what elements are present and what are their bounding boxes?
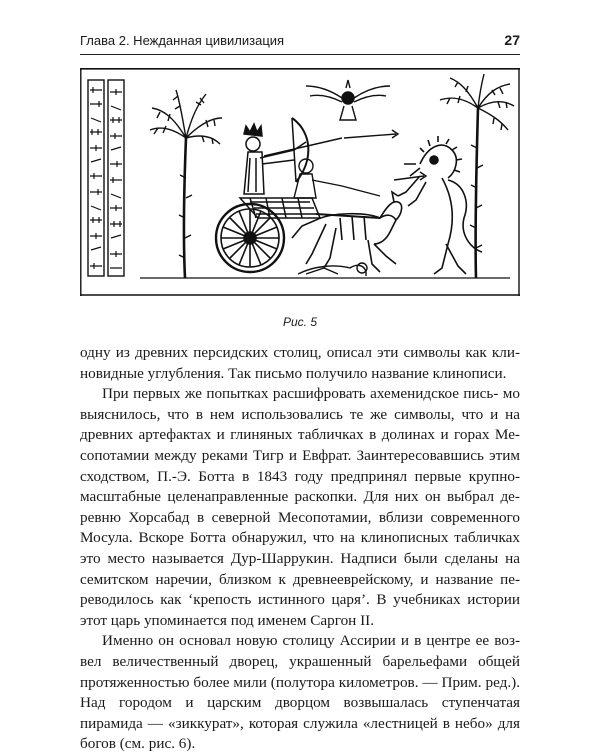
- running-header: [80, 30, 520, 55]
- cuneiform-inscription: [88, 80, 124, 276]
- text-line: пирамида — «зиккурат», которая служила «лестницей в небо» для: [80, 714, 520, 732]
- text-line: сходством, П.-Э. Ботта в 1843 году предпринял первые крупно-: [80, 467, 520, 485]
- text-line: вел величественный дворец, украшенный барельефами общей: [80, 652, 520, 670]
- page-number: 27: [504, 32, 520, 48]
- horse-figure: [292, 192, 402, 272]
- text-line: Именно он основал новую столицу Ассирии и в центре ее воз-: [102, 632, 520, 650]
- paragraph: [80, 384, 520, 631]
- text-line: сопотамии между реками Тигр и Евфрат. Заинтересовавшись этим: [80, 446, 520, 464]
- chapter-title: Глава 2. Нежданная цивилизация: [80, 33, 285, 48]
- figure-cylinder-seal: [80, 68, 520, 296]
- cylinder-seal-illustration: [80, 68, 520, 296]
- chariot-body: [240, 198, 380, 218]
- body-text: [80, 343, 520, 755]
- figure-caption: Рис. 5: [282, 315, 318, 329]
- paragraph: [80, 343, 520, 384]
- palm-tree-left: [150, 90, 222, 278]
- fallen-enemy-figure: [298, 263, 367, 276]
- text-line: ред.). Над городом и царским дворцом возвышалась ступенчатая: [80, 673, 521, 712]
- text-line: древних артефактах и глиняных табличках в долинах и горах Ме-: [80, 426, 520, 444]
- text-line: ревню Хорсабад в северной Месопотамии, вблизи современного: [80, 508, 520, 526]
- text-line: реводилось как ‘крепость истинного царя’. В учебниках истории: [80, 591, 520, 609]
- text-line: новидные углубления. Так письмо получило название клинописи.: [80, 364, 507, 382]
- text-line: протяженностью более мили (полутора километров. — Прим.: [80, 673, 482, 691]
- winged-disc-symbol: [306, 80, 390, 120]
- text-line: этот царь упоминается под именем Саргон II.: [80, 611, 374, 629]
- text-line: При первых же попытках расшифровать ахеменидское пись-: [102, 385, 499, 403]
- text-line: масштабные целенаправленные раскопки. Для них он выбрал де-: [80, 488, 520, 506]
- paragraph: [80, 631, 520, 755]
- text-line: одну из древних персидских столиц, описал эти символы как кли-: [80, 344, 520, 361]
- text-line: это место называется Дур-Шаррукин. Надписи были сделаны на: [80, 549, 520, 567]
- text-line: Мосула. Вскоре Ботта обнаружил, что на клинописных табличках: [80, 529, 520, 547]
- text-line: семитском наречии, близком к древнееврейскому, и название пе-: [80, 570, 520, 588]
- text-line: мо выяснилось, что в нем использовались те же символы, что и на: [80, 385, 520, 423]
- lion-figure: [398, 136, 482, 274]
- text-line: богов (см. рис. 6).: [80, 735, 196, 753]
